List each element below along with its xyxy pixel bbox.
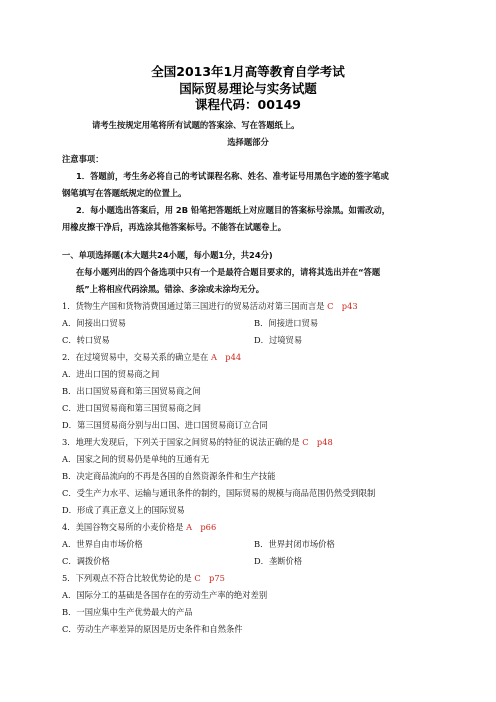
note-1-line-1: 1．答题前，考生务必将自己的考试课程名称、姓名、准考证号用黑色字迹的签字笔或 [76,171,389,181]
question-4-answer: A p66 [186,522,217,532]
q5-option-b: B．一国应集中生产优势最大的产品 [62,607,193,617]
q4-option-c: C．调拨价格 [62,556,110,566]
question-2 [62,352,241,363]
q2-option-c: C．进口国贸易商和第三国贸易商之间 [62,403,202,413]
course-code: 课程代码：00149 [195,97,301,112]
q1-option-d: D．过境贸易 [254,335,303,345]
question-5-stem: 5．下列观点不符合比较优势论的是 [62,573,192,583]
question-1-answer: C p43 [327,301,358,311]
q3-option-a: A．国家之间的贸易仍是单纯的互通有无 [62,454,210,464]
question-4-stem: 4．美国谷物交易所的小麦价格是 [62,522,184,532]
question-1-stem: 1．货物生产国和货物消费国通过第三国进行的贸易活动对第三国而言是 [62,301,325,311]
q5-option-c: C．劳动生产率差异的原因是历史条件和自然条件 [62,624,243,634]
notes-title: 注意事项： [62,154,104,164]
q4-option-b: B．世界封闭市场价格 [254,539,335,549]
question-2-stem: 2．在过境贸易中，交易关系的确立是在 [62,352,209,362]
q1-option-a: A．间接出口贸易 [62,318,127,328]
exam-subject: 国际贸易理论与实务试题 [179,81,317,96]
part-1-heading: 一、单项选择题(本大题共24小题，每小题1分，共24分) [62,250,273,260]
question-3 [62,437,333,448]
q3-option-d: D．形成了真正意义上的国际贸易 [62,505,185,515]
q3-option-b: B．决定商品流向的不再是各国的自然资源条件和生产技能 [62,471,276,481]
question-5-answer: C p75 [194,573,225,583]
q4-option-a: A．世界自由市场价格 [62,539,143,549]
q4-option-d: D．垄断价格 [254,556,303,566]
q1-option-b: B．间接进口贸易 [254,318,319,328]
q5-option-a: A．国际分工的基础是各国存在的劳动生产率的绝对差别 [62,590,268,600]
note-2-line-2: 用橡皮擦干净后，再选涂其他答案标号。不能答在试题卷上。 [62,222,287,232]
part-1-desc-line-1: 在每小题列出的四个备选项中只有一个是最符合题目要求的，请将其选出并在“答题 [76,267,381,277]
q3-option-c: C．受生产力水平、运输与通讯条件的制约，国际贸易的规模与商品范围仍然受到限制 [62,488,376,498]
q1-option-c: C．转口贸易 [62,335,110,345]
note-2-line-1: 2．每小题选出答案后，用 2B 铅笔把答题纸上对应题目的答案标号涂黑。如需改动， [76,205,391,215]
part-1-desc-line-2: 纸”上将相应代码涂黑。错涂、多涂或未涂均无分。 [76,284,264,294]
q2-option-b: B．出口国贸易商和第三国贸易商之间 [62,386,201,396]
question-5 [62,573,225,584]
question-4 [62,522,216,533]
exam-title: 全国2013年1月高等教育自学考试 [151,64,345,79]
question-3-stem: 3．地理大发现后，下列关于国家之间贸易的特征的说法正确的是 [62,437,300,447]
question-2-answer: A p44 [210,352,242,362]
answer-instruction: 请考生按规定用笔将所有试题的答案涂、写在答题纸上。 [92,120,300,130]
section-title: 选择题部分 [227,137,269,147]
q2-option-a: A．进出口国的贸易商之间 [62,369,160,379]
question-3-answer: C p48 [302,437,333,447]
question-1 [62,301,358,312]
note-1-line-2: 钢笔填写在答题纸规定的位置上。 [62,188,187,198]
q2-option-d: D．第三国贸易商分别与出口国、进口国贸易商订立合同 [62,420,268,430]
